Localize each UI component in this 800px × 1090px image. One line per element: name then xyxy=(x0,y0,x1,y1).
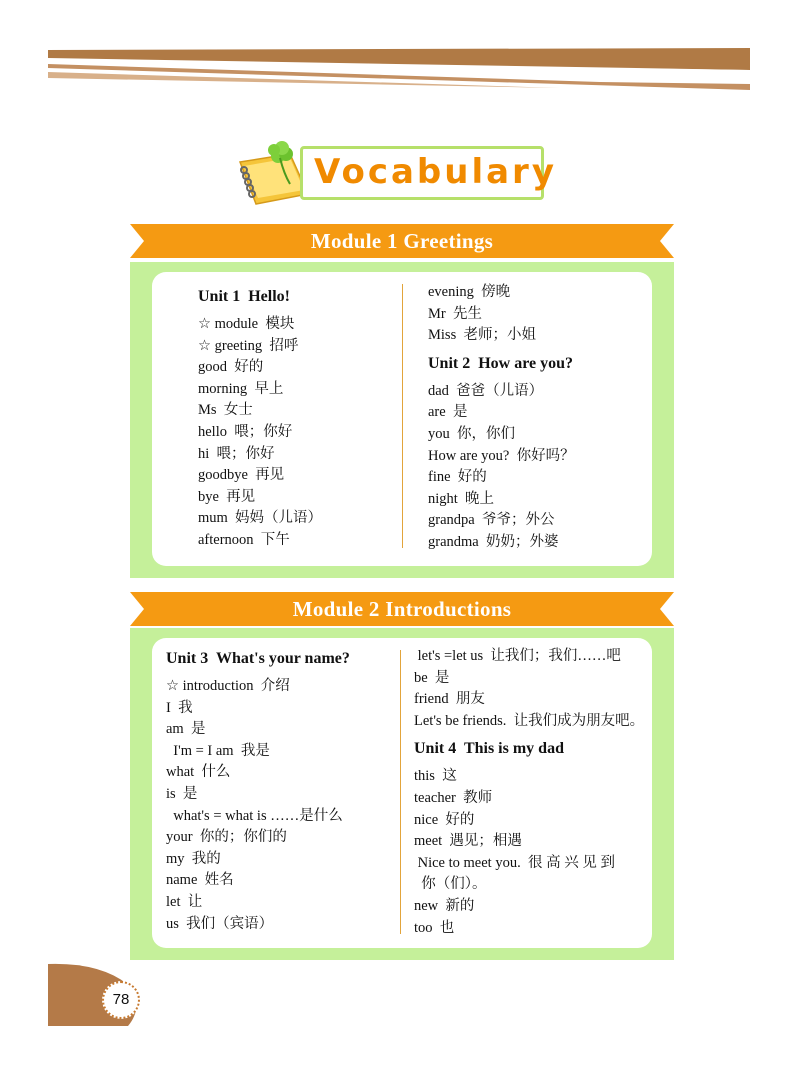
word-entry: fine 好的 xyxy=(428,469,487,486)
word-entry: nice 好的 xyxy=(414,811,475,828)
word-entry: bye 再见 xyxy=(198,488,256,505)
word-entry: night 晚上 xyxy=(428,490,495,507)
word-entry: Miss 老师；小姐 xyxy=(428,327,536,344)
word-entry: Let's be friends. 让我们成为朋友吧。 xyxy=(414,712,645,729)
column-divider xyxy=(400,650,401,934)
word-entry: afternoon 下午 xyxy=(198,531,290,548)
module-1-right-column xyxy=(428,282,575,554)
word-entry: Mr 先生 xyxy=(428,305,482,322)
word-entry: your 你的；你们的 xyxy=(166,829,287,846)
module-1-banner xyxy=(130,224,674,258)
word-entry: hi 喂；你好 xyxy=(198,445,275,462)
starred-word-entry: ☆ introduction 介绍 xyxy=(166,678,290,694)
starred-word-entry: ☆ greeting 招呼 xyxy=(198,337,299,354)
word-entry: morning 早上 xyxy=(198,380,284,397)
page-number: 78 xyxy=(102,981,140,1019)
word-entry: let's =let us 让我们；我们……吧 xyxy=(414,648,621,664)
word-entry: How are you? 你好吗？ xyxy=(428,447,575,464)
module-2-title: Module 2 Introductions xyxy=(292,597,512,621)
module-1-title: Module 1 Greetings xyxy=(310,229,494,253)
word-entry: is 是 xyxy=(166,785,198,802)
unit-heading: Unit 4 This is my dad xyxy=(414,740,564,758)
word-entry: I 我 xyxy=(166,699,193,716)
word-entry: good 好的 xyxy=(198,359,264,376)
word-entry: name 姓名 xyxy=(166,872,234,889)
unit-heading: Unit 1 Hello! xyxy=(198,288,290,305)
word-entry: you 你，你们 xyxy=(428,425,515,442)
word-entry: 你（们）。 xyxy=(414,876,487,893)
module-1-left-column xyxy=(198,286,322,552)
word-entry: grandpa 爷爷；外公 xyxy=(428,512,555,529)
word-entry: what's = what is ……是什么 xyxy=(166,807,343,824)
word-entry: evening 傍晚 xyxy=(428,284,511,300)
header-stripes xyxy=(0,0,800,100)
word-entry: this 这 xyxy=(414,768,457,785)
module-2-left-column xyxy=(166,648,350,935)
module-1-panel xyxy=(130,262,674,578)
word-entry: mum 妈妈（儿语） xyxy=(198,510,323,527)
word-entry: Nice to meet you. 很 高 兴 见 到 xyxy=(414,854,615,871)
module-2-right-column xyxy=(414,646,644,939)
starred-word-entry: ☆ module 模块 xyxy=(198,316,295,332)
module-2-panel xyxy=(130,628,674,960)
column-divider xyxy=(402,284,403,548)
word-entry: teacher 教师 xyxy=(414,789,493,806)
word-entry: are 是 xyxy=(428,404,468,421)
module-2-banner xyxy=(130,592,674,626)
word-entry: what 什么 xyxy=(166,764,231,781)
unit-heading: Unit 2 How are you? xyxy=(428,354,574,372)
unit-heading: Unit 3 What's your name? xyxy=(166,650,350,667)
word-entry: my 我的 xyxy=(166,850,221,867)
word-entry: new 新的 xyxy=(414,897,475,914)
word-entry: am 是 xyxy=(166,721,206,738)
word-entry: us 我们（宾语） xyxy=(166,915,274,932)
word-entry: hello 喂；你好 xyxy=(198,423,293,440)
page-title: Vocabulary xyxy=(314,152,557,192)
word-entry: meet 遇见；相遇 xyxy=(414,833,522,850)
word-entry: too 也 xyxy=(414,919,455,936)
word-entry: let 让 xyxy=(166,893,203,910)
word-entry: I'm = I am 我是 xyxy=(166,742,270,759)
word-entry: grandma 奶奶；外婆 xyxy=(428,533,559,550)
word-entry: goodbye 再见 xyxy=(198,467,285,484)
word-entry: friend 朋友 xyxy=(414,691,485,708)
word-entry: be 是 xyxy=(414,669,450,686)
word-entry: Ms 女士 xyxy=(198,402,253,419)
word-entry: dad 爸爸（儿语） xyxy=(428,382,544,399)
